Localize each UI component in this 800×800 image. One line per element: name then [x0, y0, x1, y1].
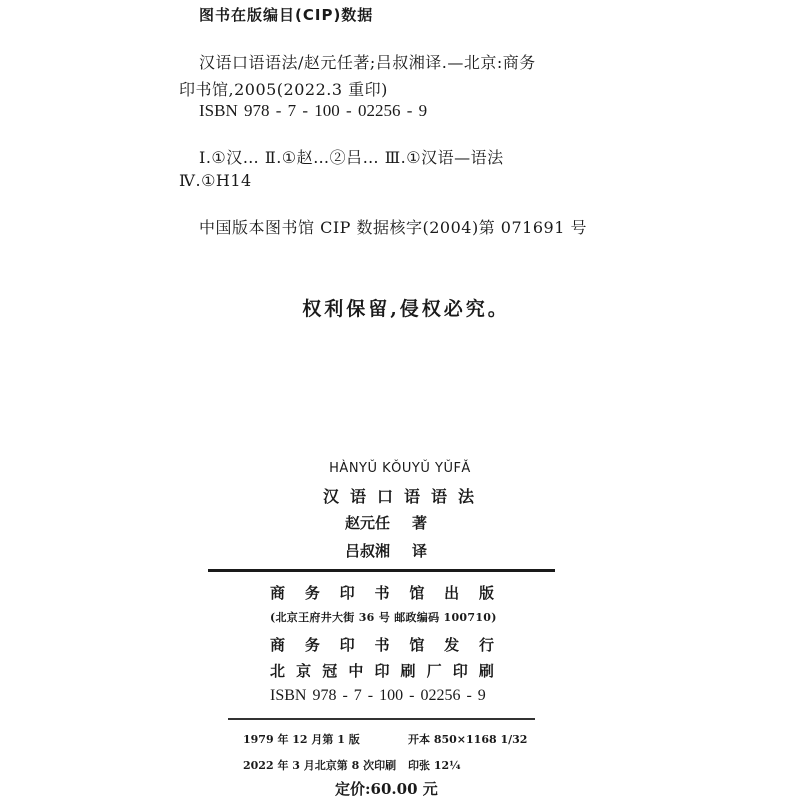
- distributor-char: 商: [270, 636, 286, 654]
- translator-credit: [345, 540, 427, 561]
- publisher-char: 出: [444, 584, 460, 602]
- publisher-char: 版: [478, 584, 494, 602]
- publisher-char: 馆: [409, 584, 425, 602]
- format-info: 开本 850×1168 1/32: [408, 733, 528, 746]
- printer-char: 厂: [426, 662, 442, 680]
- cip-bibliographic-line-1: 汉语口语语法/赵元任著;吕叔湘译.—北京:商务: [199, 53, 536, 72]
- cip-classification-line-2: Ⅳ.①H14: [179, 171, 252, 190]
- printer-char: 刷: [400, 662, 416, 680]
- publisher-line: [270, 582, 494, 603]
- distributor-char: 馆: [409, 636, 425, 654]
- cip-classification-line-1: Ⅰ.①汉… Ⅱ.①赵…②吕… Ⅲ.①汉语—语法: [199, 148, 504, 167]
- distributor-char: 务: [304, 636, 320, 654]
- printer-char: 刷: [478, 662, 494, 680]
- divider-bottom: [228, 718, 535, 720]
- distributor-char: 书: [374, 636, 390, 654]
- printer-char: 中: [348, 662, 364, 680]
- rights-statement: 权利保留,侵权必究。: [302, 298, 510, 320]
- printer-char: 印: [452, 662, 468, 680]
- translator-role: 译: [412, 542, 428, 560]
- cip-isbn: ISBN 978 - 7 - 100 - 02256 - 9: [199, 101, 428, 120]
- cip-bibliographic-line-2: 印书馆,2005(2022.3 重印): [179, 80, 388, 99]
- author-role: 著: [412, 514, 428, 532]
- translator-name: 吕叔湘: [345, 542, 391, 560]
- cip-heading: 图书在版编目(CIP)数据: [199, 6, 374, 24]
- cip-record-number: 中国版本图书馆 CIP 数据核字(2004)第 071691 号: [199, 218, 587, 237]
- author-name: 赵元任: [345, 514, 391, 532]
- printer-char: 京: [296, 662, 312, 680]
- publisher-char: 务: [304, 584, 320, 602]
- publisher-address: (北京王府井大街 36 号 邮政编码 100710): [270, 611, 497, 624]
- book-title: 汉语口语语法: [322, 487, 485, 506]
- printer-char: 印: [374, 662, 390, 680]
- publisher-char: 书: [374, 584, 390, 602]
- distributor-char: 发: [444, 636, 460, 654]
- copyright-isbn: ISBN 978 - 7 - 100 - 02256 - 9: [270, 687, 486, 704]
- publisher-char: 商: [270, 584, 286, 602]
- printing-info: 2022 年 3 月北京第 8 次印刷: [243, 759, 397, 772]
- pinyin-title: HÀNYǓ KǑUYǓ YǓFǍ: [329, 461, 471, 476]
- divider-top: [208, 569, 555, 572]
- author-credit: [345, 512, 427, 533]
- distributor-char: 行: [478, 636, 494, 654]
- printer-char: 冠: [322, 662, 338, 680]
- printer-char: 北: [270, 662, 286, 680]
- sheets-info: 印张 12¼: [408, 759, 461, 772]
- price: 定价:60.00 元: [335, 780, 438, 798]
- publisher-char: 印: [339, 584, 355, 602]
- printer-line: [270, 660, 494, 681]
- first-edition: 1979 年 12 月第 1 版: [243, 733, 360, 746]
- distributor-char: 印: [339, 636, 355, 654]
- distributor-line: [270, 634, 494, 655]
